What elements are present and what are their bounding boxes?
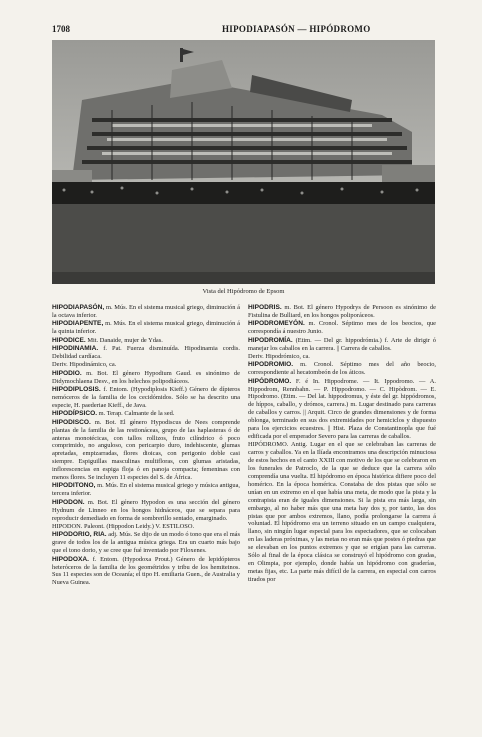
dictionary-entry [248, 353, 436, 361]
definition: Mit. Danaide, mujer de Ydas. [85, 336, 163, 344]
running-head: HIPODIAPASÓN — HIPÓDROMO [222, 24, 371, 34]
definition: f. Pat. Fuerza disminuída. Hipodinamia cordis. Debilidad cardíaca. [52, 345, 240, 360]
dictionary-entry [52, 499, 240, 523]
left-column [52, 304, 240, 588]
definition: HIPODON. Paleont. (Hippodon Leidy.) V. ESTILOSO. [52, 522, 195, 530]
headword: HIPÓDROMO. [248, 377, 292, 385]
headword: HIPODÍPSICO. [52, 410, 98, 418]
headword: HIPODON. [52, 498, 85, 506]
figure-caption: Vista del Hipódromo de Epsom [202, 288, 285, 295]
dictionary-entry [248, 337, 436, 353]
dictionary-entry [52, 386, 240, 410]
dictionary-entry [248, 441, 436, 583]
headword: HIPODORIO, RIA. [52, 531, 107, 539]
dictionary-entry [248, 320, 436, 336]
headword: HIPODOXA. [52, 555, 90, 563]
definition: m. Cronol. Séptimo mes del año beocio, correspondiente al hecatombeón de los áticos. [248, 361, 436, 377]
right-column [248, 304, 436, 584]
headword: HIPODRIS. [248, 304, 282, 311]
dictionary-entry [52, 320, 240, 336]
headword: HIPODITONO, [52, 482, 96, 490]
definition: m. Mús. En el sistema musical griego y música antigua, tercera inferior. [52, 482, 240, 498]
dictionary-entry [248, 378, 436, 441]
definition: HIPÓDROMO. Antig. Lugar en el que se celebraban las carreras de carros y caballos. Ya en la Ilíada encontramos una descripción minuciosa de estos hechos en el canto XXIII con motivo de los que se celebraron en los funerales de Patroclo, de la que se deduce que la carrera sólo comprendía una vuelta. El hipódromo en época histórica difiere poco del homérico. En la época homérica. Constaba de dos pistas que sólo se unían en un extremo en el que había una meta, de modo que la pista y la contrapista eran de iguales dimensiones. Si la pista era más larga, sin embargo, al no haber más que una meta hay dos y, por tanto, las dos pistas que por ambos extremos, llano, podía prolongarse la carrera á voluntad. El hipódromo era un terreno situado en un campo cualquiera, llano, sin ningún lugar especial para los espectadores, que se colocaban en las laderas próximas, y las metas no eran más que postes ó piedras que se elevaban en los puntos extremos y que se erigían para las carreras. Sólo al final de la época clásica se construyó el hipódromo con gradas, en Olimpia, por ejemplo, donde había un hipódromo con graderías, metas fijas, etc. La parte más difícil de la carrera, en especial con carros tirados por [248, 441, 436, 583]
headword: HIPODIPLOSIS. [52, 386, 101, 394]
definition: m. Bot. El género Hypodrys de Persoon es sinónimo de Fistulina de Bulliard, en los hongos poliporáceos. [248, 304, 436, 319]
headword: HIPODINAMIA. [52, 345, 99, 353]
dictionary-entry [52, 337, 240, 345]
page-header [52, 24, 440, 38]
dictionary-entry [52, 556, 240, 588]
headword: HIPODIO. [52, 369, 82, 377]
headword: HIPODIAPASÓN, [52, 304, 105, 311]
definition: adj. Mús. Se dijo de un modo ó tono que era el más grave de todos los de la antigua música griega. Era un cuarto más bajo que el tono dorio, y se cree que fué inventado por Filoxenes. [52, 531, 240, 555]
definition: m. Cronol. Séptimo mes de los beocios, que correspondía á nuestro Junio. [248, 320, 436, 336]
headword: HIPODIAPENTE, [52, 320, 104, 328]
definition: m. Terap. Calmante de la sed. [97, 410, 175, 418]
dictionary-entry [248, 361, 436, 377]
dictionary-entry [52, 531, 240, 555]
definition: (Etim. — Del gr. hippodrómia.) f. Arte de dirigir ó manejar los caballos en la carrera. || Carrera de caballos. [248, 336, 436, 352]
definition: Deriv. Hipodinámico, ca. [52, 361, 117, 369]
headword: HIPODROMIO. [248, 361, 294, 369]
headword: HIPODICE. [52, 336, 86, 344]
headword: HIPODROMEYÓN. [248, 320, 305, 328]
definition: F. é In. Hippodrome. — It. Ippodromo. — A. Hippodrom, Rennbahn. — P. Hippodromo. — C. Hipòdrom. — E. Hipodromo. (Etim. — Del lat. hippodromus, y éste del gr. hippódromos, de híppos, caballo, y drómos, carrera.) m. Lugar destinado para carreras de caballos y carros. || Arquit. Circo de grandes dimensiones y de forma oblonga, terminado en sus dos extremidades por hemiciclos y dispuesto para los ejercicios ecuestres. || Hist. Plaza de Constantinopla que fué edificada por el emperador Severo para las carreras de caballos. [248, 377, 436, 440]
hippodrome-photo [52, 40, 435, 284]
definition: m. Bot. El género Hypodon es una sección del género Hydnum de Linneo en los hongos hidnáceos, que se separa para reproducir demediado en forma de sombrerillo sentado, emarginado. [52, 498, 240, 522]
dictionary-entry [52, 482, 240, 498]
definition: m. Mús. En el sistema musical griego, diminución á la quinta inferior. [52, 320, 240, 336]
dictionary-entry [52, 523, 240, 531]
definition: m. Mús. En el sistema musical griego, diminución á la octava inferior. [52, 304, 240, 319]
headword: HIPODROMÍA. [248, 336, 293, 344]
definition: m. Bot. El género Hypodiscus de Nees comprende plantas de la familia de las restionáceas, grupo de las haplasteras ó de anteras monotécicas, con tallos rollizos, fruto cilíndrico ó poco comprimido, no anguloso, con pericarpio duro, indehiscente, glumas apretadas, empizarradas, flores dioicas, con perigonio doble casi siempre. Espiguillas masculinas multifloras, con glumas aristadas, inflorescencias en espiga floja ó en panoja compacta; femeninas con menos flores. Se incluyen 11 especies del S. de África. [52, 418, 240, 482]
definition: Deriv. Hipodrómico, ca. [248, 352, 310, 360]
definition: m. Bot. El género Hypodium Gaud. es sinónimo de Didymochlaena Desv., en los helechos polipodiáceos. [52, 369, 240, 385]
dictionary-entry [52, 304, 240, 320]
dictionary-entry [248, 304, 436, 320]
dictionary-entry [52, 410, 240, 418]
dictionary-entry [52, 345, 240, 361]
definition: f. Entom. (Hypodiplosis Kieff.) Género de dípteros nemóceros de la familia de los cecidómidos. Sólo se ha descrito una especie, H. paederiae Kieff., de Java. [52, 386, 240, 409]
dictionary-entry [52, 361, 240, 369]
dictionary-entry [52, 370, 240, 386]
page-number: 1708 [52, 24, 70, 34]
definition: f. Entom. (Hypodoxa Prout.) Género de lepidópteros heteróceros de la familia de los geométridos y tribu de los hemiteinos. Sus 11 especies son de Oceanía; el tipo H. emiliaria Guen., de Australia y Nueva Guinea. [52, 555, 240, 587]
dictionary-entry [52, 419, 240, 482]
headword: HIPODISCO. [52, 418, 91, 426]
